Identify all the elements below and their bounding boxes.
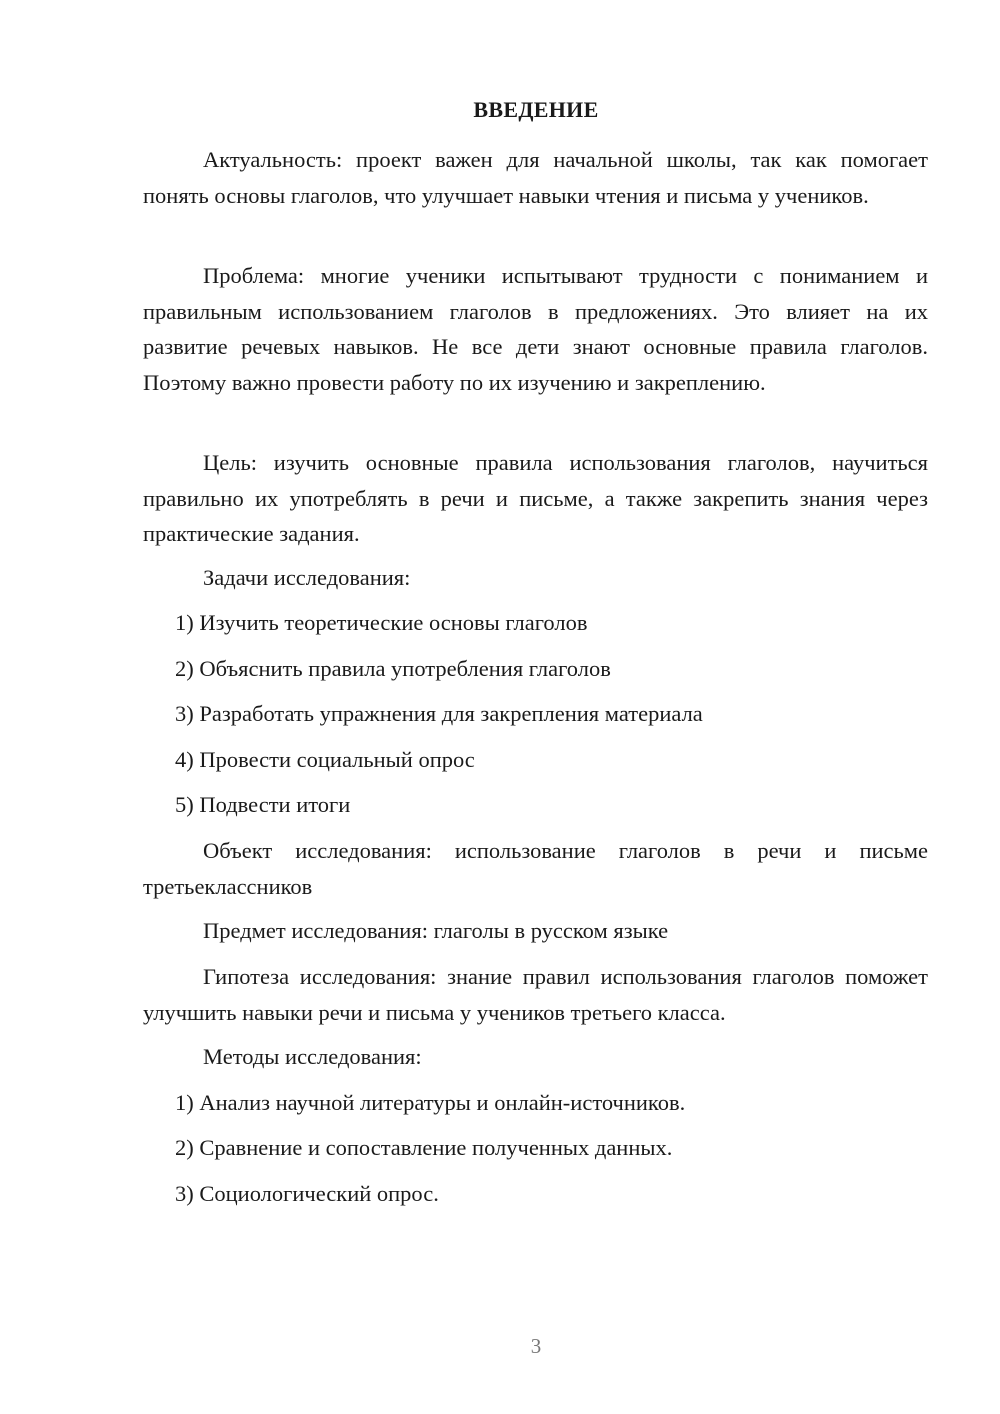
subject-paragraph: Предмет исследования: глаголы в русском языке [203, 918, 669, 943]
task-item: 1) Изучить теоретические основы глаголов [175, 610, 588, 635]
method-item: 1) Анализ научной литературы и онлайн-источников. [175, 1090, 686, 1115]
goal-paragraph: Цель: изучить основные правила использования глаголов, научиться правильно их употреблять в речи и письме, а также закрепить знания через практические задания. [143, 450, 928, 546]
task-item: 4) Провести социальный опрос [175, 747, 475, 772]
object-paragraph: Объект исследования: использование глаголов в речи и письме третьеклассников [143, 838, 928, 899]
task-item: 3) Разработать упражнения для закрепления материала [175, 701, 703, 726]
section-title: ВВЕДЕНИЕ [473, 97, 599, 122]
method-item: 2) Сравнение и сопоставление полученных данных. [175, 1135, 673, 1160]
task-item: 2) Объяснить правила употребления глаголов [175, 656, 611, 681]
task-item: 5) Подвести итоги [175, 792, 351, 817]
problem-paragraph: Проблема: многие ученики испытывают трудности с пониманием и правильным использованием глаголов в предложениях. Это влияет на их развитие речевых навыков. Не все дети знают основные правила глаголов. Поэтому важно провести работу по их изучению и закреплению. [143, 263, 928, 395]
hypothesis-paragraph: Гипотеза исследования: знание правил использования глаголов поможет улучшить навыки речи и письма у учеников третьего класса. [143, 964, 928, 1025]
tasks-heading: Задачи исследования: [203, 565, 411, 590]
methods-heading: Методы исследования: [203, 1044, 422, 1069]
method-item: 3) Социологический опрос. [175, 1181, 439, 1206]
page-number: 3 [530, 1334, 542, 1358]
relevance-paragraph: Актуальность: проект важен для начальной школы, так как помогает понять основы глаголов, что улучшает навыки чтения и письма у учеников. [143, 147, 928, 208]
